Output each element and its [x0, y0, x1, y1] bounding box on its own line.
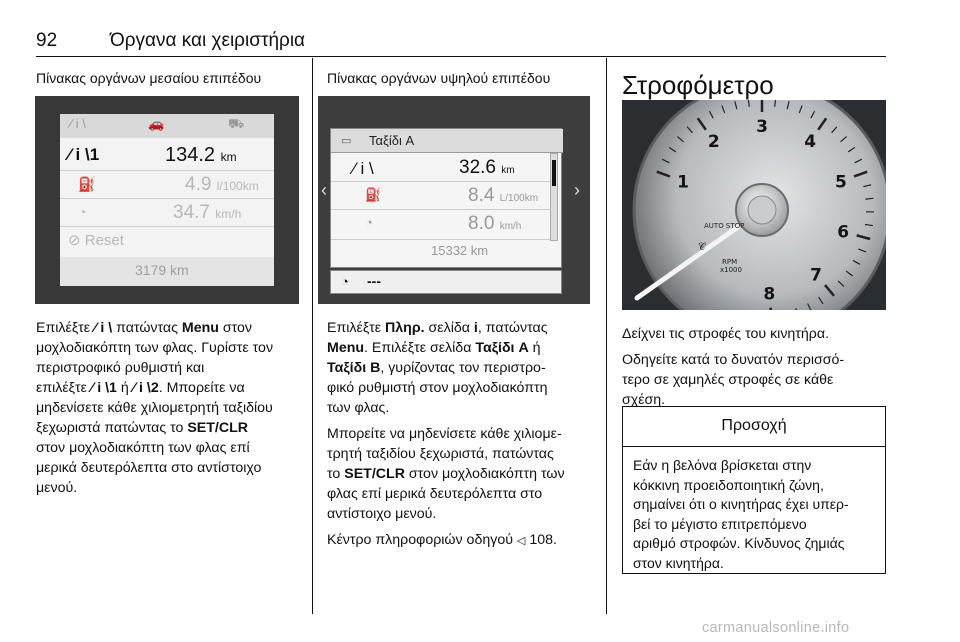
- caution-line: κόκκινη προειδοποιητική ζώνη,: [633, 476, 824, 493]
- rpm-numeral: 6: [837, 222, 850, 243]
- fuel-pump-icon: ⛽: [365, 187, 382, 202]
- rpm-numeral: 8: [763, 284, 776, 305]
- column-divider-1: [312, 58, 313, 614]
- rpm-numeral: 2: [707, 132, 720, 153]
- page-title: Όργανα και χειριστήρια: [110, 30, 306, 51]
- rpm-numeral: 1: [677, 172, 689, 193]
- caution-line: αριθμό στροφών. Κίνδυνος ζημιάς: [633, 535, 845, 551]
- watermark: carmanualsonline.info: [702, 620, 850, 636]
- avg-speed-value: 34.7 km/h: [173, 202, 242, 223]
- high-level-cluster-photo: [318, 96, 590, 304]
- vehicle-info-icon: ⛟: [228, 116, 245, 131]
- high-cluster-screen: [330, 128, 562, 268]
- mid-level-cluster-photo: [35, 96, 299, 304]
- row-divider: [60, 170, 274, 171]
- rpm-numeral: 5: [835, 172, 847, 193]
- caution-line: Εάν η βελόνα βρίσκεται στην: [633, 457, 812, 473]
- caution-header: [623, 407, 885, 447]
- trip-distance-value: 134.2 km: [165, 144, 237, 166]
- caution-line: στον κινητήρα.: [633, 554, 724, 571]
- set-clr-label: SET/CLR: [187, 420, 249, 436]
- cross-reference-icon: ◁: [516, 535, 526, 547]
- header-rule: [36, 56, 886, 57]
- rpm-label: RPM: [722, 258, 738, 266]
- trip2-icon: ⁄ i \2: [132, 380, 159, 396]
- right-arrow-icon: ›: [574, 180, 580, 200]
- col2-body: Επιλέξτε Πληρ. σελίδα i, πατώντας Menu. Επιλέξτε σελίδα Ταξίδι A ή Ταξίδι B, γυρίζοντας τον περιστρο- φικό ρυθμιστή στον μοχλοδιακόπτη των φλας. Μπορείτε να μηδενίσετε κάθε χιλιομε- τρητή ταξιδίου ξεχωριστά, πατώντας το SET/CLR στον μοχλοδιακόπτη των φλας επί μερικά δευτερόλεπτα στο αντίστοιχο μενού. Κέντρο πληροφοριών οδηγού ◁ 108.: [327, 320, 565, 548]
- mid-cluster-top-row: [60, 114, 274, 138]
- column-divider-2: [606, 58, 607, 614]
- minor-tick: [865, 198, 873, 199]
- major-tick: [771, 308, 772, 310]
- caution-title: Προσοχή: [721, 417, 787, 434]
- speedometer-icon: ◔: [365, 215, 373, 230]
- rpm-numeral: 3: [756, 117, 768, 137]
- caution-box: [622, 406, 886, 574]
- odometer-value: 15332 km: [431, 243, 489, 258]
- col2-subhead: Πίνακας οργάνων υψηλού επιπέδου: [327, 70, 551, 86]
- fuel-pump-icon: ⛽: [78, 176, 96, 192]
- rpm-numeral: 7: [810, 265, 822, 286]
- page-number: 92: [36, 30, 58, 51]
- caution-body: [633, 456, 849, 573]
- scrollbar[interactable]: [550, 153, 558, 241]
- trip1-icon: ⁄ i \1: [90, 380, 117, 396]
- trip-icon: ⁄ i \: [94, 320, 113, 336]
- trip-a-tab[interactable]: ▭ Ταξίδι A: [331, 129, 563, 153]
- col1-body: Επιλέξτε ⁄ i \ πατώντας Menu στον μοχλοδιακόπτη των φλας. Γυρίστε τον περιστροφικό ρυθμιστή και επιλέξτε ⁄ i \1 ή ⁄ i \2. Μπορείτε να μηδενίσετε κάθε χιλιομετρητή ταξιδίου ξεχωριστά πατώντας το SET/CLR στον μοχλοδιακόπτη των φλας επί μερικά δευτερόλεπτα στο αντίστοιχο μενού.: [36, 320, 274, 496]
- mid-cluster-screen: [60, 114, 274, 286]
- row-divider: [60, 226, 274, 227]
- trip-icon: ⁄ i \: [70, 116, 86, 131]
- x1000-label: x1000: [720, 266, 742, 274]
- col3-body: Δείχνει τις στροφές του κινητήρα. Οδηγείτε κατά το δυνατόν περισσό- τερο σε χαμηλές στροφές σε κάθε σχέση.: [622, 326, 845, 408]
- row-divider: [331, 209, 551, 210]
- status-bar: [330, 270, 562, 294]
- row-divider: [331, 239, 551, 240]
- avg-speed-value: 8.0 km/h: [468, 213, 522, 234]
- info-label: Πληρ.: [385, 320, 425, 336]
- glow-plug-icon: 𝒞: [698, 242, 706, 253]
- left-arrow-icon: ‹: [321, 180, 327, 200]
- section-heading: Στροφόμετρο: [622, 70, 774, 100]
- trip-icon: ⁄ i \: [353, 159, 374, 178]
- avg-consumption-value: 8.4 L/100km: [468, 185, 539, 206]
- rpm-numeral: 4: [804, 132, 817, 153]
- trip-a-label: Ταξίδι A: [475, 340, 529, 356]
- tachometer-gauge: [622, 100, 886, 310]
- caution-line: σημαίνει ότι ο κινητήρας έχει υπερ-: [633, 496, 849, 512]
- trip-distance-value: 32.6 km: [459, 157, 515, 178]
- row-divider: [331, 181, 551, 182]
- col1-subhead: Πίνακας οργάνων μεσαίου επιπέδου: [36, 70, 262, 86]
- status-value: ---: [367, 273, 381, 289]
- caution-line: βεί το μέγιστο επιτρεπόμενο: [633, 515, 807, 532]
- reset-option[interactable]: ⊘ Reset: [68, 232, 124, 249]
- auto-stop-label: AUTO STOP: [704, 222, 745, 230]
- car-icon: ▭: [341, 135, 352, 147]
- tachometer-photo: [622, 100, 886, 310]
- menu-label: Menu: [181, 320, 219, 336]
- car-icon: 🚗: [148, 116, 165, 131]
- odometer-bar: [60, 257, 274, 286]
- set-clr-label: SET/CLR: [344, 466, 405, 482]
- info-icon: i: [473, 320, 478, 336]
- row-divider: [60, 198, 274, 199]
- trip-b-label: Ταξίδι B: [327, 360, 381, 376]
- speedometer-icon: ◔: [341, 274, 349, 289]
- menu-label: Menu: [327, 340, 365, 356]
- odometer-value: 3179 km: [135, 262, 189, 278]
- trip1-label: ⁄ i \1: [68, 145, 100, 164]
- avg-consumption-value: 4.9 l/100km: [185, 174, 259, 195]
- scrollbar-thumb[interactable]: [552, 160, 556, 186]
- speedometer-icon: ◔: [78, 204, 87, 220]
